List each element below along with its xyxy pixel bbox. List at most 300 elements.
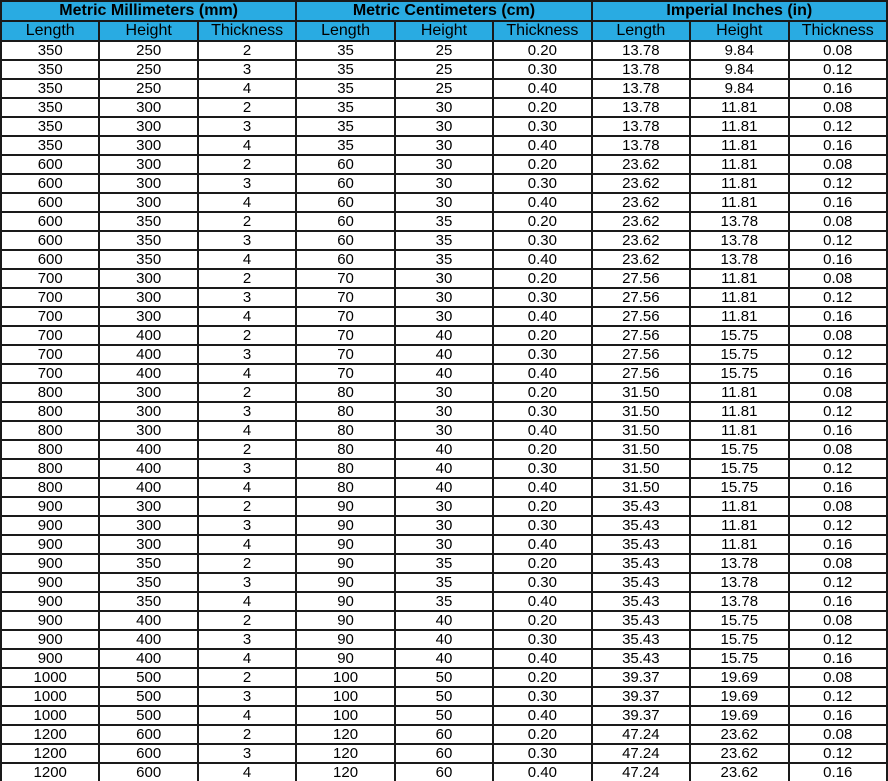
table-row — [1, 706, 887, 725]
table-row — [1, 364, 887, 383]
cell-in-length: 39.37 — [592, 687, 690, 706]
cell-in-thickness: 0.16 — [789, 535, 888, 554]
cell-mm-thickness: 4 — [198, 307, 296, 326]
cell-in-thickness: 0.08 — [789, 41, 888, 60]
cell-in-height: 15.75 — [690, 649, 788, 668]
cell-mm-length: 600 — [1, 174, 99, 193]
cell-cm-length: 70 — [296, 307, 394, 326]
cell-cm-length: 80 — [296, 478, 394, 497]
cell-cm-height: 35 — [395, 592, 493, 611]
cell-cm-height: 35 — [395, 212, 493, 231]
table-row — [1, 307, 887, 326]
cell-mm-length: 600 — [1, 212, 99, 231]
col-header-mm-length: Length — [1, 21, 99, 41]
cell-mm-length: 700 — [1, 364, 99, 383]
cell-mm-length: 800 — [1, 402, 99, 421]
cell-in-height: 11.81 — [690, 98, 788, 117]
cell-cm-height: 40 — [395, 649, 493, 668]
cell-mm-thickness: 4 — [198, 535, 296, 554]
cell-in-thickness: 0.16 — [789, 250, 888, 269]
table-row — [1, 611, 887, 630]
cell-cm-length: 35 — [296, 136, 394, 155]
cell-cm-thickness: 0.40 — [493, 136, 591, 155]
cell-cm-thickness: 0.20 — [493, 326, 591, 345]
cell-cm-height: 35 — [395, 573, 493, 592]
cell-cm-length: 80 — [296, 440, 394, 459]
cell-mm-height: 300 — [99, 117, 197, 136]
cell-in-thickness: 0.12 — [789, 174, 888, 193]
table-row — [1, 573, 887, 592]
cell-cm-thickness: 0.20 — [493, 383, 591, 402]
cell-cm-thickness: 0.20 — [493, 212, 591, 231]
cell-in-thickness: 0.16 — [789, 421, 888, 440]
cell-in-height: 11.81 — [690, 402, 788, 421]
table-row — [1, 535, 887, 554]
cell-mm-height: 350 — [99, 573, 197, 592]
cell-mm-height: 600 — [99, 744, 197, 763]
col-header-in-thickness: Thickness — [789, 21, 888, 41]
cell-mm-length: 700 — [1, 326, 99, 345]
cell-in-length: 13.78 — [592, 79, 690, 98]
cell-in-length: 13.78 — [592, 98, 690, 117]
cell-mm-length: 900 — [1, 497, 99, 516]
cell-mm-length: 350 — [1, 41, 99, 60]
cell-mm-thickness: 4 — [198, 763, 296, 781]
cell-cm-thickness: 0.20 — [493, 668, 591, 687]
cell-cm-thickness: 0.30 — [493, 573, 591, 592]
col-header-mm-thickness: Thickness — [198, 21, 296, 41]
table-row — [1, 193, 887, 212]
cell-cm-thickness: 0.40 — [493, 250, 591, 269]
cell-cm-height: 30 — [395, 307, 493, 326]
cell-in-thickness: 0.12 — [789, 687, 888, 706]
table-row — [1, 421, 887, 440]
cell-cm-height: 60 — [395, 763, 493, 781]
cell-in-length: 35.43 — [592, 573, 690, 592]
cell-mm-length: 350 — [1, 98, 99, 117]
cell-cm-height: 40 — [395, 630, 493, 649]
cell-mm-length: 600 — [1, 193, 99, 212]
cell-mm-thickness: 4 — [198, 706, 296, 725]
cell-mm-length: 900 — [1, 592, 99, 611]
cell-in-height: 15.75 — [690, 630, 788, 649]
cell-in-length: 31.50 — [592, 478, 690, 497]
cell-cm-thickness: 0.20 — [493, 98, 591, 117]
cell-mm-height: 250 — [99, 60, 197, 79]
cell-cm-height: 50 — [395, 668, 493, 687]
cell-mm-height: 600 — [99, 725, 197, 744]
cell-mm-thickness: 2 — [198, 725, 296, 744]
table-row — [1, 725, 887, 744]
cell-in-height: 11.81 — [690, 269, 788, 288]
cell-cm-height: 30 — [395, 136, 493, 155]
cell-cm-length: 60 — [296, 193, 394, 212]
cell-cm-thickness: 0.30 — [493, 117, 591, 136]
cell-in-length: 35.43 — [592, 497, 690, 516]
cell-mm-height: 300 — [99, 497, 197, 516]
cell-cm-thickness: 0.30 — [493, 60, 591, 79]
cell-in-length: 35.43 — [592, 649, 690, 668]
cell-mm-length: 350 — [1, 60, 99, 79]
cell-cm-height: 30 — [395, 383, 493, 402]
table-row — [1, 326, 887, 345]
cell-mm-height: 300 — [99, 402, 197, 421]
cell-cm-length: 90 — [296, 592, 394, 611]
cell-in-length: 47.24 — [592, 725, 690, 744]
cell-mm-thickness: 4 — [198, 79, 296, 98]
cell-in-length: 35.43 — [592, 630, 690, 649]
cell-cm-height: 35 — [395, 231, 493, 250]
cell-cm-thickness: 0.30 — [493, 459, 591, 478]
cell-in-height: 19.69 — [690, 668, 788, 687]
cell-in-height: 15.75 — [690, 345, 788, 364]
cell-mm-thickness: 3 — [198, 516, 296, 535]
cell-in-thickness: 0.12 — [789, 60, 888, 79]
cell-mm-thickness: 2 — [198, 554, 296, 573]
cell-in-thickness: 0.12 — [789, 288, 888, 307]
cell-in-length: 31.50 — [592, 402, 690, 421]
cell-cm-length: 70 — [296, 288, 394, 307]
table-row — [1, 459, 887, 478]
column-header-row — [1, 21, 887, 41]
cell-cm-height: 25 — [395, 41, 493, 60]
cell-mm-length: 900 — [1, 516, 99, 535]
cell-mm-height: 300 — [99, 269, 197, 288]
cell-in-length: 13.78 — [592, 60, 690, 79]
cell-in-height: 15.75 — [690, 611, 788, 630]
table-header — [1, 1, 887, 41]
cell-cm-length: 35 — [296, 60, 394, 79]
cell-in-length: 31.50 — [592, 440, 690, 459]
table-row — [1, 155, 887, 174]
cell-in-height: 15.75 — [690, 478, 788, 497]
cell-in-length: 31.50 — [592, 459, 690, 478]
cell-cm-thickness: 0.40 — [493, 592, 591, 611]
cell-mm-length: 900 — [1, 573, 99, 592]
cell-cm-thickness: 0.20 — [493, 497, 591, 516]
cell-cm-length: 60 — [296, 155, 394, 174]
cell-in-thickness: 0.16 — [789, 364, 888, 383]
cell-mm-height: 250 — [99, 41, 197, 60]
cell-cm-length: 90 — [296, 611, 394, 630]
col-header-cm-height: Height — [395, 21, 493, 41]
table-row — [1, 478, 887, 497]
cell-cm-height: 50 — [395, 687, 493, 706]
cell-in-length: 13.78 — [592, 117, 690, 136]
table-row — [1, 440, 887, 459]
cell-in-length: 35.43 — [592, 592, 690, 611]
cell-cm-height: 30 — [395, 535, 493, 554]
cell-in-height: 11.81 — [690, 307, 788, 326]
cell-cm-height: 40 — [395, 364, 493, 383]
cell-cm-height: 30 — [395, 269, 493, 288]
cell-in-thickness: 0.08 — [789, 497, 888, 516]
cell-mm-length: 700 — [1, 307, 99, 326]
cell-mm-height: 300 — [99, 136, 197, 155]
cell-mm-thickness: 2 — [198, 41, 296, 60]
cell-mm-length: 800 — [1, 421, 99, 440]
cell-mm-height: 300 — [99, 174, 197, 193]
cell-cm-thickness: 0.40 — [493, 649, 591, 668]
cell-in-thickness: 0.12 — [789, 459, 888, 478]
cell-mm-height: 600 — [99, 763, 197, 781]
cell-mm-thickness: 4 — [198, 649, 296, 668]
cell-cm-length: 80 — [296, 402, 394, 421]
cell-mm-thickness: 3 — [198, 345, 296, 364]
cell-in-height: 23.62 — [690, 744, 788, 763]
cell-in-thickness: 0.08 — [789, 554, 888, 573]
cell-in-height: 11.81 — [690, 174, 788, 193]
cell-mm-height: 300 — [99, 288, 197, 307]
cell-cm-thickness: 0.30 — [493, 630, 591, 649]
cell-in-thickness: 0.08 — [789, 611, 888, 630]
cell-in-thickness: 0.08 — [789, 212, 888, 231]
cell-in-height: 11.81 — [690, 193, 788, 212]
cell-in-height: 11.81 — [690, 136, 788, 155]
cell-cm-height: 40 — [395, 611, 493, 630]
cell-mm-thickness: 2 — [198, 269, 296, 288]
cell-mm-height: 300 — [99, 516, 197, 535]
table-row — [1, 345, 887, 364]
table-row — [1, 383, 887, 402]
cell-cm-length: 70 — [296, 269, 394, 288]
cell-mm-thickness: 2 — [198, 440, 296, 459]
cell-in-thickness: 0.12 — [789, 231, 888, 250]
table-row — [1, 497, 887, 516]
cell-in-length: 23.62 — [592, 250, 690, 269]
cell-in-thickness: 0.16 — [789, 478, 888, 497]
cell-cm-thickness: 0.20 — [493, 155, 591, 174]
cell-mm-height: 500 — [99, 706, 197, 725]
cell-cm-length: 120 — [296, 725, 394, 744]
cell-cm-height: 35 — [395, 250, 493, 269]
cell-cm-thickness: 0.20 — [493, 611, 591, 630]
cell-in-height: 11.81 — [690, 516, 788, 535]
cell-mm-length: 1200 — [1, 744, 99, 763]
cell-in-height: 11.81 — [690, 155, 788, 174]
cell-in-length: 23.62 — [592, 155, 690, 174]
cell-in-length: 23.62 — [592, 231, 690, 250]
cell-in-thickness: 0.12 — [789, 117, 888, 136]
table-row — [1, 744, 887, 763]
cell-mm-thickness: 4 — [198, 364, 296, 383]
cell-in-length: 47.24 — [592, 744, 690, 763]
table-row — [1, 402, 887, 421]
cell-mm-length: 350 — [1, 79, 99, 98]
table-row — [1, 668, 887, 687]
cell-mm-height: 400 — [99, 630, 197, 649]
cell-cm-length: 35 — [296, 79, 394, 98]
cell-cm-thickness: 0.30 — [493, 345, 591, 364]
cell-cm-length: 90 — [296, 649, 394, 668]
cell-in-length: 39.37 — [592, 706, 690, 725]
cell-mm-thickness: 3 — [198, 744, 296, 763]
cell-in-thickness: 0.16 — [789, 307, 888, 326]
cell-in-length: 13.78 — [592, 136, 690, 155]
cell-mm-length: 600 — [1, 250, 99, 269]
cell-cm-length: 60 — [296, 174, 394, 193]
cell-cm-thickness: 0.20 — [493, 725, 591, 744]
cell-mm-height: 400 — [99, 459, 197, 478]
cell-cm-length: 90 — [296, 497, 394, 516]
cell-mm-length: 1200 — [1, 725, 99, 744]
cell-in-height: 11.81 — [690, 421, 788, 440]
cell-in-thickness: 0.16 — [789, 592, 888, 611]
cell-cm-length: 60 — [296, 250, 394, 269]
table-row — [1, 117, 887, 136]
cell-in-thickness: 0.08 — [789, 725, 888, 744]
table-row — [1, 516, 887, 535]
cell-mm-length: 900 — [1, 535, 99, 554]
table-row — [1, 554, 887, 573]
cell-mm-length: 800 — [1, 440, 99, 459]
cell-mm-height: 250 — [99, 79, 197, 98]
cell-cm-height: 60 — [395, 744, 493, 763]
table-row — [1, 60, 887, 79]
cell-in-thickness: 0.16 — [789, 79, 888, 98]
cell-in-length: 23.62 — [592, 193, 690, 212]
cell-cm-height: 40 — [395, 345, 493, 364]
cell-mm-length: 900 — [1, 554, 99, 573]
cell-mm-height: 350 — [99, 592, 197, 611]
cell-mm-height: 300 — [99, 307, 197, 326]
cell-mm-thickness: 2 — [198, 98, 296, 117]
cell-in-length: 27.56 — [592, 345, 690, 364]
cell-mm-thickness: 2 — [198, 497, 296, 516]
cell-mm-thickness: 3 — [198, 231, 296, 250]
cell-cm-thickness: 0.30 — [493, 402, 591, 421]
cell-mm-height: 300 — [99, 383, 197, 402]
table-row — [1, 687, 887, 706]
cell-cm-height: 30 — [395, 193, 493, 212]
cell-mm-thickness: 3 — [198, 288, 296, 307]
cell-in-thickness: 0.08 — [789, 326, 888, 345]
table-row — [1, 592, 887, 611]
col-header-mm-height: Height — [99, 21, 197, 41]
cell-mm-length: 900 — [1, 649, 99, 668]
cell-mm-length: 1000 — [1, 687, 99, 706]
cell-cm-length: 90 — [296, 535, 394, 554]
cell-in-height: 9.84 — [690, 41, 788, 60]
cell-cm-height: 25 — [395, 60, 493, 79]
cell-mm-height: 400 — [99, 345, 197, 364]
cell-in-thickness: 0.16 — [789, 706, 888, 725]
cell-cm-thickness: 0.30 — [493, 174, 591, 193]
cell-mm-thickness: 3 — [198, 402, 296, 421]
cell-cm-height: 30 — [395, 98, 493, 117]
cell-in-length: 23.62 — [592, 174, 690, 193]
cell-mm-thickness: 3 — [198, 117, 296, 136]
cell-in-thickness: 0.08 — [789, 668, 888, 687]
cell-cm-height: 30 — [395, 402, 493, 421]
cell-cm-length: 120 — [296, 763, 394, 781]
table-row — [1, 174, 887, 193]
cell-in-height: 15.75 — [690, 326, 788, 345]
cell-cm-thickness: 0.20 — [493, 440, 591, 459]
cell-mm-length: 800 — [1, 478, 99, 497]
cell-in-height: 13.78 — [690, 231, 788, 250]
cell-cm-length: 70 — [296, 345, 394, 364]
cell-in-thickness: 0.12 — [789, 402, 888, 421]
cell-cm-height: 30 — [395, 288, 493, 307]
cell-mm-height: 350 — [99, 212, 197, 231]
cell-mm-length: 900 — [1, 611, 99, 630]
cell-cm-thickness: 0.40 — [493, 421, 591, 440]
cell-cm-length: 100 — [296, 706, 394, 725]
cell-in-height: 23.62 — [690, 763, 788, 781]
cell-mm-height: 500 — [99, 668, 197, 687]
cell-in-length: 35.43 — [592, 554, 690, 573]
cell-cm-length: 70 — [296, 364, 394, 383]
table-row — [1, 250, 887, 269]
cell-mm-height: 350 — [99, 250, 197, 269]
cell-mm-thickness: 2 — [198, 383, 296, 402]
cell-in-thickness: 0.16 — [789, 136, 888, 155]
cell-in-thickness: 0.16 — [789, 763, 888, 781]
cell-mm-length: 700 — [1, 288, 99, 307]
group-header-metric-cm: Metric Centimeters (cm) — [296, 1, 591, 21]
cell-in-height: 13.78 — [690, 592, 788, 611]
cell-cm-length: 60 — [296, 231, 394, 250]
table-row — [1, 269, 887, 288]
cell-cm-length: 90 — [296, 516, 394, 535]
cell-in-length: 27.56 — [592, 307, 690, 326]
cell-cm-height: 40 — [395, 326, 493, 345]
cell-in-height: 19.69 — [690, 687, 788, 706]
cell-cm-length: 35 — [296, 117, 394, 136]
cell-in-height: 23.62 — [690, 725, 788, 744]
table-row — [1, 231, 887, 250]
cell-cm-length: 80 — [296, 421, 394, 440]
cell-in-height: 9.84 — [690, 79, 788, 98]
cell-mm-height: 350 — [99, 554, 197, 573]
cell-cm-length: 100 — [296, 668, 394, 687]
cell-mm-length: 1200 — [1, 763, 99, 781]
table-row — [1, 763, 887, 781]
cell-mm-height: 300 — [99, 535, 197, 554]
cell-mm-thickness: 4 — [198, 421, 296, 440]
cell-mm-length: 800 — [1, 459, 99, 478]
cell-cm-length: 90 — [296, 573, 394, 592]
cell-mm-thickness: 4 — [198, 250, 296, 269]
cell-mm-height: 400 — [99, 364, 197, 383]
group-header-imperial-in: Imperial Inches (in) — [592, 1, 887, 21]
cell-mm-thickness: 2 — [198, 326, 296, 345]
table-row — [1, 98, 887, 117]
cell-cm-thickness: 0.40 — [493, 763, 591, 781]
cell-in-length: 47.24 — [592, 763, 690, 781]
table-row — [1, 630, 887, 649]
cell-mm-thickness: 3 — [198, 60, 296, 79]
cell-in-thickness: 0.12 — [789, 630, 888, 649]
cell-cm-thickness: 0.20 — [493, 554, 591, 573]
cell-in-thickness: 0.08 — [789, 383, 888, 402]
cell-in-thickness: 0.08 — [789, 155, 888, 174]
cell-in-thickness: 0.08 — [789, 269, 888, 288]
cell-mm-height: 400 — [99, 440, 197, 459]
cell-in-height: 15.75 — [690, 364, 788, 383]
cell-in-length: 27.56 — [592, 288, 690, 307]
cell-in-length: 31.50 — [592, 421, 690, 440]
cell-mm-length: 1000 — [1, 706, 99, 725]
cell-in-length: 13.78 — [592, 41, 690, 60]
cell-mm-height: 500 — [99, 687, 197, 706]
cell-mm-length: 600 — [1, 155, 99, 174]
cell-in-thickness: 0.08 — [789, 440, 888, 459]
group-header-metric-mm: Metric Millimeters (mm) — [1, 1, 296, 21]
cell-in-height: 11.81 — [690, 288, 788, 307]
cell-cm-thickness: 0.40 — [493, 535, 591, 554]
